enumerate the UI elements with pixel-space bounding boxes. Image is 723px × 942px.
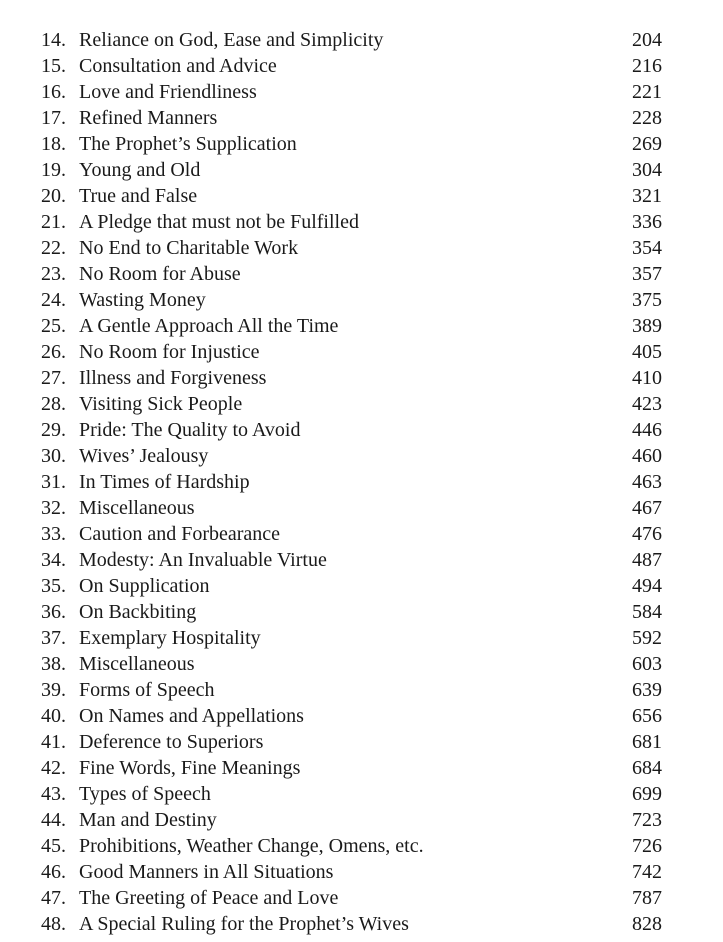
entry-title: No End to Charitable Work: [79, 237, 299, 259]
entry-number: 35.: [41, 575, 66, 597]
toc-entry: [0, 443, 723, 469]
entry-page: 269: [632, 133, 662, 155]
entry-page: 681: [632, 731, 662, 753]
toc-entry: [0, 651, 723, 677]
toc-entry: [0, 365, 723, 391]
entry-page: 410: [632, 367, 662, 389]
entry-page: 304: [632, 159, 662, 181]
entry-title: Refined Manners: [79, 107, 218, 129]
entry-number: 21.: [41, 211, 66, 233]
entry-page: 656: [632, 705, 662, 727]
toc-entry: [0, 911, 723, 937]
entry-number: 41.: [41, 731, 66, 753]
entry-page: 405: [632, 341, 662, 363]
toc-entry: [0, 859, 723, 885]
toc-entry: [0, 807, 723, 833]
entry-page: 684: [632, 757, 662, 779]
entry-page: 446: [632, 419, 662, 441]
entry-number: 43.: [41, 783, 66, 805]
entry-page: 375: [632, 289, 662, 311]
toc-entry: [0, 339, 723, 365]
entry-page: 723: [632, 809, 662, 831]
entry-number: 32.: [41, 497, 66, 519]
entry-page: 221: [632, 81, 662, 103]
toc-entry: [0, 677, 723, 703]
entry-number: 23.: [41, 263, 66, 285]
entry-title: Types of Speech: [79, 783, 211, 805]
entry-number: 27.: [41, 367, 66, 389]
entry-number: 29.: [41, 419, 66, 441]
toc-entry: [0, 79, 723, 105]
entry-number: 24.: [41, 289, 66, 311]
entry-number: 30.: [41, 445, 66, 467]
toc-entry: [0, 729, 723, 755]
entry-page: 336: [632, 211, 662, 233]
entry-number: 39.: [41, 679, 66, 701]
entry-title: The Prophet’s Supplication: [79, 133, 297, 155]
entry-title: In Times of Hardship: [79, 471, 250, 493]
toc-entry: [0, 547, 723, 573]
entry-number: 48.: [41, 913, 66, 935]
entry-page: 592: [632, 627, 662, 649]
toc-entry: [0, 235, 723, 261]
entry-page: 321: [632, 185, 662, 207]
entry-title: Exemplary Hospitality: [79, 627, 261, 649]
entry-number: 34.: [41, 549, 66, 571]
entry-number: 14.: [41, 29, 66, 51]
entry-number: 33.: [41, 523, 66, 545]
entry-page: 216: [632, 55, 662, 77]
entry-title: On Backbiting: [79, 601, 197, 623]
toc-entry: [0, 27, 723, 53]
entry-title: Good Manners in All Situations: [79, 861, 334, 883]
entry-title: On Names and Appellations: [79, 705, 304, 727]
toc-entry: [0, 313, 723, 339]
entry-number: 19.: [41, 159, 66, 181]
entry-title: Reliance on God, Ease and Simplicity: [79, 29, 384, 51]
entry-number: 15.: [41, 55, 66, 77]
entry-title: Wasting Money: [79, 289, 206, 311]
entry-number: 47.: [41, 887, 66, 909]
toc-entry: [0, 521, 723, 547]
entry-number: 26.: [41, 341, 66, 363]
toc-entry: [0, 833, 723, 859]
entry-page: 357: [632, 263, 662, 285]
entry-page: 460: [632, 445, 662, 467]
toc-entry: [0, 287, 723, 313]
entry-number: 22.: [41, 237, 66, 259]
entry-page: 494: [632, 575, 662, 597]
entry-number: 17.: [41, 107, 66, 129]
toc-entry: [0, 183, 723, 209]
entry-page: 726: [632, 835, 662, 857]
entry-title: The Greeting of Peace and Love: [79, 887, 339, 909]
entry-title: Deference to Superiors: [79, 731, 264, 753]
entry-number: 25.: [41, 315, 66, 337]
toc-entry: [0, 157, 723, 183]
entry-page: 742: [632, 861, 662, 883]
toc-entry: [0, 131, 723, 157]
entry-title: Miscellaneous: [79, 497, 195, 519]
entry-title: True and False: [79, 185, 198, 207]
entry-title: Prohibitions, Weather Change, Omens, etc.: [79, 835, 424, 857]
entry-title: Pride: The Quality to Avoid: [79, 419, 301, 441]
entry-number: 28.: [41, 393, 66, 415]
toc-entry: [0, 53, 723, 79]
entry-title: A Pledge that must not be Fulfilled: [79, 211, 359, 233]
toc-entry: [0, 573, 723, 599]
entry-number: 44.: [41, 809, 66, 831]
toc-entry: [0, 261, 723, 287]
toc-entry: [0, 495, 723, 521]
entry-page: 467: [632, 497, 662, 519]
entry-number: 31.: [41, 471, 66, 493]
entry-page: 828: [632, 913, 662, 935]
entry-title: Love and Friendliness: [79, 81, 257, 103]
entry-number: 36.: [41, 601, 66, 623]
entry-number: 40.: [41, 705, 66, 727]
entry-title: A Special Ruling for the Prophet’s Wives: [79, 913, 409, 935]
table-of-contents: [0, 27, 723, 937]
entry-page: 603: [632, 653, 662, 675]
toc-entry: [0, 625, 723, 651]
entry-page: 787: [632, 887, 662, 909]
entry-title: Caution and Forbearance: [79, 523, 281, 545]
toc-entry: [0, 209, 723, 235]
entry-title: Fine Words, Fine Meanings: [79, 757, 301, 779]
entry-number: 46.: [41, 861, 66, 883]
entry-page: 699: [632, 783, 662, 805]
entry-page: 476: [632, 523, 662, 545]
toc-entry: [0, 391, 723, 417]
entry-page: 463: [632, 471, 662, 493]
entry-title: Wives’ Jealousy: [79, 445, 209, 467]
entry-number: 38.: [41, 653, 66, 675]
toc-entry: [0, 417, 723, 443]
toc-entry: [0, 703, 723, 729]
entry-number: 20.: [41, 185, 66, 207]
entry-page: 423: [632, 393, 662, 415]
entry-number: 42.: [41, 757, 66, 779]
entry-title: On Supplication: [79, 575, 210, 597]
toc-entry: [0, 599, 723, 625]
entry-page: 584: [632, 601, 662, 623]
entry-title: Miscellaneous: [79, 653, 195, 675]
entry-title: Modesty: An Invaluable Virtue: [79, 549, 327, 571]
entry-page: 389: [632, 315, 662, 337]
entry-number: 16.: [41, 81, 66, 103]
entry-number: 37.: [41, 627, 66, 649]
entry-title: No Room for Abuse: [79, 263, 241, 285]
entry-title: Young and Old: [79, 159, 201, 181]
entry-page: 487: [632, 549, 662, 571]
toc-entry: [0, 781, 723, 807]
entry-title: Visiting Sick People: [79, 393, 243, 415]
toc-entry: [0, 755, 723, 781]
toc-entry: [0, 105, 723, 131]
entry-title: Man and Destiny: [79, 809, 217, 831]
entry-title: No Room for Injustice: [79, 341, 260, 363]
entry-title: Consultation and Advice: [79, 55, 277, 77]
entry-page: 204: [632, 29, 662, 51]
entry-number: 18.: [41, 133, 66, 155]
entry-title: A Gentle Approach All the Time: [79, 315, 339, 337]
entry-number: 45.: [41, 835, 66, 857]
entry-page: 354: [632, 237, 662, 259]
toc-entry: [0, 469, 723, 495]
entry-title: Illness and Forgiveness: [79, 367, 267, 389]
entry-page: 639: [632, 679, 662, 701]
toc-entry: [0, 885, 723, 911]
entry-title: Forms of Speech: [79, 679, 215, 701]
entry-page: 228: [632, 107, 662, 129]
